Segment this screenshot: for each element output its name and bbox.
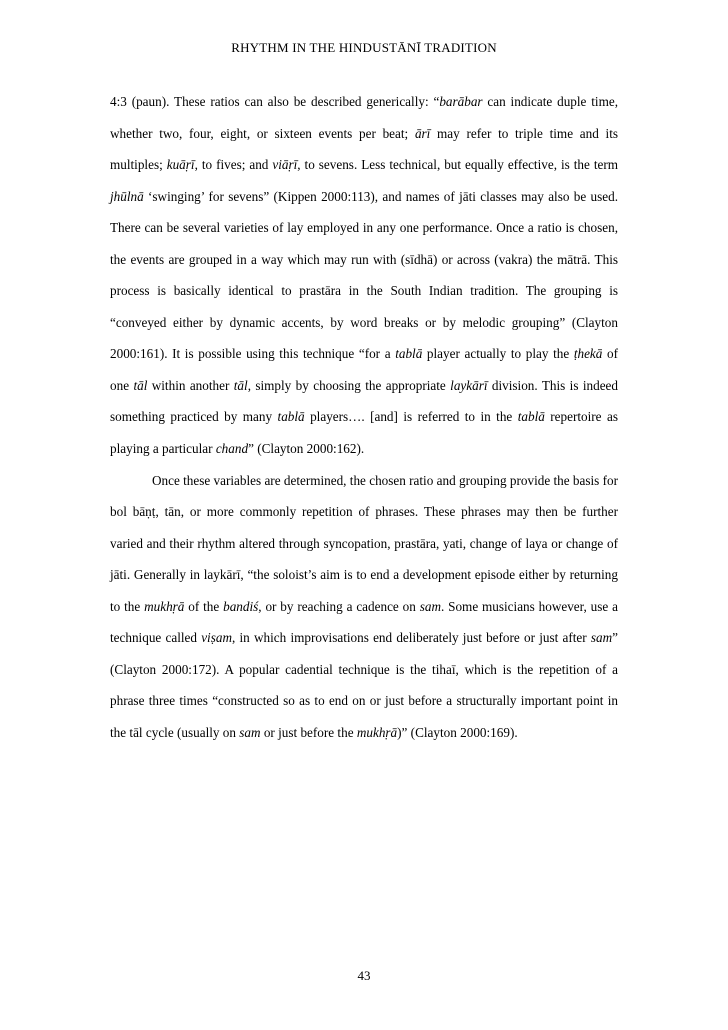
page-number: 43 [357, 968, 371, 983]
italic-term: tāl [133, 377, 148, 393]
text-run: Once these variables are determined, the chosen ratio and grouping provide the basis for bol bāṇṭ, tān, or more commonly repetition of phrases. These phrases may then be further varied and their rhythm altered through syncopation, prastāra, yati, change of laya or change of jāti. Generally in laykārī, “the soloist’s aim is to end a development episode either by returning to the [110, 472, 618, 614]
text-run: ‘swinging’ for sevens” (Kippen 2000:113), and names of jāti classes may also be used. There can be several varieties of lay employed in any one performance. Once a ratio is chosen, the events are grouped in a way which may run with (sīdhā) or across (vakra) the mātrā. This process is basically identical to prastāra in the South Indian tradition. The grouping is “conveyed either by dynamic accents, by word breaks or by melodic grouping” (Clayton 2000:161). It is possible using this technique “for a [110, 188, 618, 362]
italic-term: jhūlnā [110, 188, 144, 204]
italic-term: tablā [277, 409, 305, 425]
text-run: 4:3 (paun). These ratios can also be described generically: “ [110, 94, 440, 109]
italic-term: bandiś [223, 598, 259, 614]
text-run: or just before the [260, 724, 357, 740]
italic-term: sam [419, 598, 441, 614]
italic-term: mukhṛā [144, 598, 185, 614]
text-run: , simply by choosing the appropriate [247, 377, 451, 393]
paragraph-2 [110, 465, 618, 749]
text-run: may refer to triple time and its multiples; [110, 125, 618, 173]
italic-term: mukhṛā [356, 724, 398, 740]
italic-term: chand [215, 441, 249, 457]
italic-term: kuāṛī [166, 157, 195, 173]
body-text [110, 86, 618, 748]
text-run: of the [184, 598, 224, 614]
text-run: ” (Clayton 2000:162). [248, 441, 365, 457]
text-run: , to sevens. Less technical, but equally effective, is the term [297, 157, 618, 173]
italic-term: tablā [517, 409, 545, 425]
italic-term: tablā [395, 346, 423, 362]
text-run: players…. [and] is referred to in the [304, 409, 518, 425]
text-run: within another [147, 377, 234, 393]
italic-term: viṣam [201, 630, 232, 646]
paragraph-1 [110, 86, 618, 465]
text-run: of one [110, 346, 618, 393]
italic-term: tāl [233, 377, 248, 393]
italic-term: barābar [439, 94, 483, 109]
text-run: player actually to play the [422, 346, 574, 362]
running-header: RHYTHM IN THE HINDUSTĀNĪ TRADITION [231, 40, 497, 55]
text-run: , in which improvisations end deliberately just before or just after [231, 630, 591, 646]
text-run: , or by reaching a cadence on [258, 598, 420, 614]
text-run: repertoire as playing a particular [110, 409, 618, 457]
italic-term: sam [590, 630, 613, 646]
text-run: can indicate duple time, whether two, four, eight, or sixteen events per beat; [110, 94, 618, 141]
italic-term: ṭhekā [573, 346, 603, 362]
text-run: . Some musicians however, use a technique called [110, 598, 618, 646]
italic-term: viāṛī [272, 157, 298, 173]
text-run: division. This is indeed something practiced by many [110, 377, 619, 425]
italic-term: ārī [414, 125, 431, 141]
text-run: , to fives; and [194, 157, 273, 173]
text-run: )” (Clayton 2000:169). [397, 724, 518, 740]
text-run: ” (Clayton 2000:172). A popular cadential technique is the tihaī, which is the repetition of a phrase three times “constructed so as to end on or just before a structurally important point in the tāl cycle (usually on [110, 630, 618, 740]
italic-term: sam [239, 724, 261, 740]
italic-term: laykārī [450, 377, 488, 393]
